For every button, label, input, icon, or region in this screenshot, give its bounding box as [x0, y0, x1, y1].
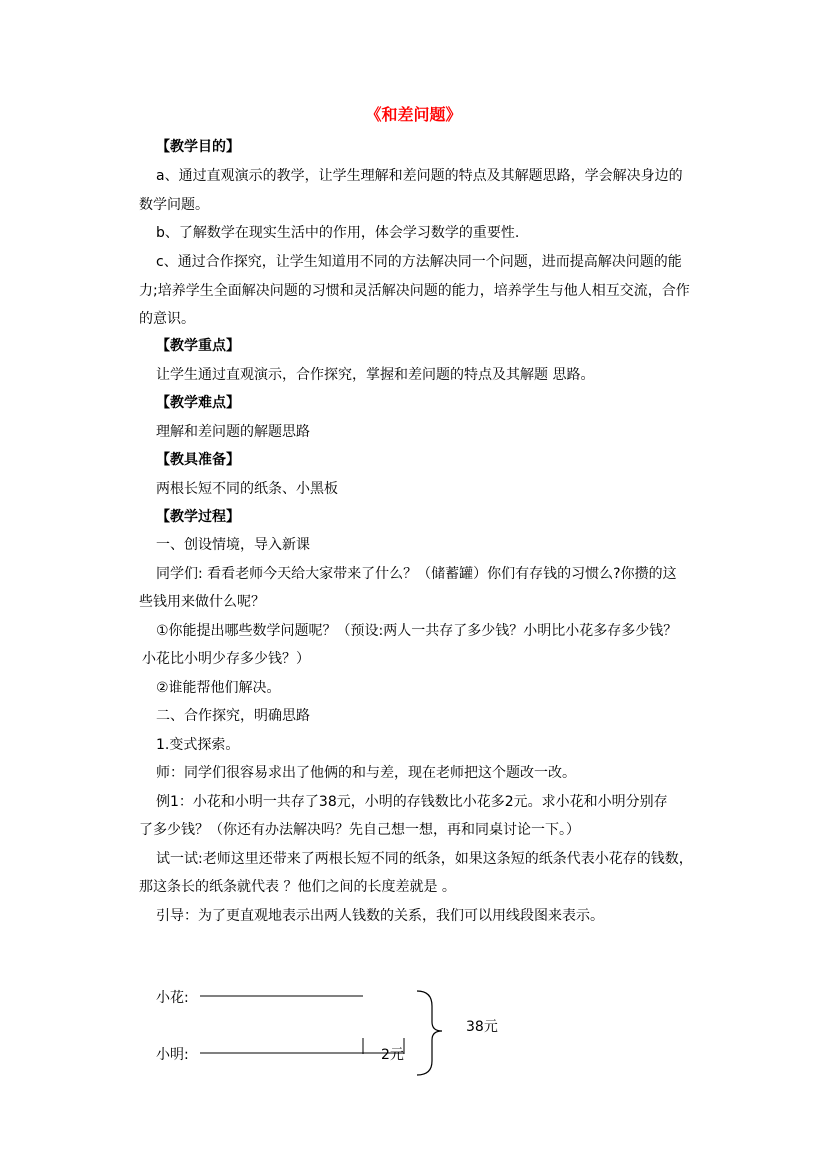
key-heading: 【教学重点】: [156, 338, 240, 354]
process-para-9-line2: 那这条长的纸条就代表 ？他们之间的长度差就是 。: [139, 879, 456, 895]
process-para-10: 引导：为了更直观地表示出两人钱数的关系，我们可以用线段图来表示。: [156, 908, 604, 924]
process-para-6: 1.变式探索。: [156, 737, 240, 753]
purpose-heading: 【教学目的】: [156, 139, 240, 155]
process-heading: 【教学过程】: [156, 509, 240, 525]
process-para-2-line2: 些钱用来做什么呢？: [139, 594, 265, 610]
process-para-4: ②谁能帮他们解决。: [156, 680, 281, 696]
purpose-a-line1: a、通过直观演示的教学，让学生理解和差问题的特点及其解题思路，学会解决身边的: [156, 168, 683, 184]
purpose-b: b、了解数学在现实生活中的作用，体会学习数学的重要性.: [156, 225, 520, 241]
purpose-c-line3: 的意识。: [139, 311, 195, 327]
total-label: 38元: [466, 1019, 498, 1035]
total-brace: [417, 991, 442, 1075]
tools-text: 两根长短不同的纸条、小黑板: [156, 481, 338, 497]
process-step-1: 一、创设情境，导入新课: [156, 537, 310, 553]
difficulty-heading: 【教学难点】: [156, 395, 240, 411]
process-para-8-line1: 例1：小花和小明一共存了38元，小明的存钱数比小花多2元。求小花和小明分别存: [156, 794, 668, 810]
purpose-a-line2: 数学问题。: [139, 197, 209, 213]
purpose-c-line2: 力;培养学生全面解决问题的习惯和灵活解决问题的能力，培养学生与他人相互交流，合作: [139, 283, 690, 299]
tools-heading: 【教具准备】: [156, 452, 240, 468]
process-step-2: 二、合作探究，明确思路: [156, 708, 310, 724]
process-para-9-line1: 试一试:老师这里还带来了两根长短不同的纸条，如果这条短的纸条代表小花存的钱数，: [156, 851, 693, 867]
xiaoming-label: 小明:: [156, 1047, 189, 1063]
xiaohua-label: 小花:: [156, 990, 189, 1006]
purpose-c-line1: c、通过合作探究，让学生知道用不同的方法解决同一个问题，进而提高解决问题的能: [156, 254, 682, 270]
process-para-2-line1: 同学们: 看看老师今天给大家带来了什么？（储蓄罐）你们有存钱的习惯么?你攒的这: [156, 566, 677, 582]
key-text: 让学生通过直观演示，合作探究，掌握和差问题的特点及其解题 思路。: [156, 367, 595, 383]
difficulty-text: 理解和差问题的解题思路: [156, 424, 310, 440]
process-para-8-line2: 了多少钱？（你还有办法解决吗？先自己想一想，再和同桌讨论一下。）: [139, 822, 580, 838]
process-para-3-line1: ①你能提出哪些数学问题呢？（预设:两人一共存了多少钱？小明比小花多存多少钱？: [156, 623, 678, 639]
difference-label: 2元: [381, 1047, 404, 1063]
process-para-7: 师：同学们很容易求出了他俩的和与差，现在老师把这个题改一改。: [156, 765, 576, 781]
page-title: 《和差问题》: [365, 105, 462, 124]
process-para-3-line2: 小花比小明少存多少钱？）: [142, 651, 310, 667]
